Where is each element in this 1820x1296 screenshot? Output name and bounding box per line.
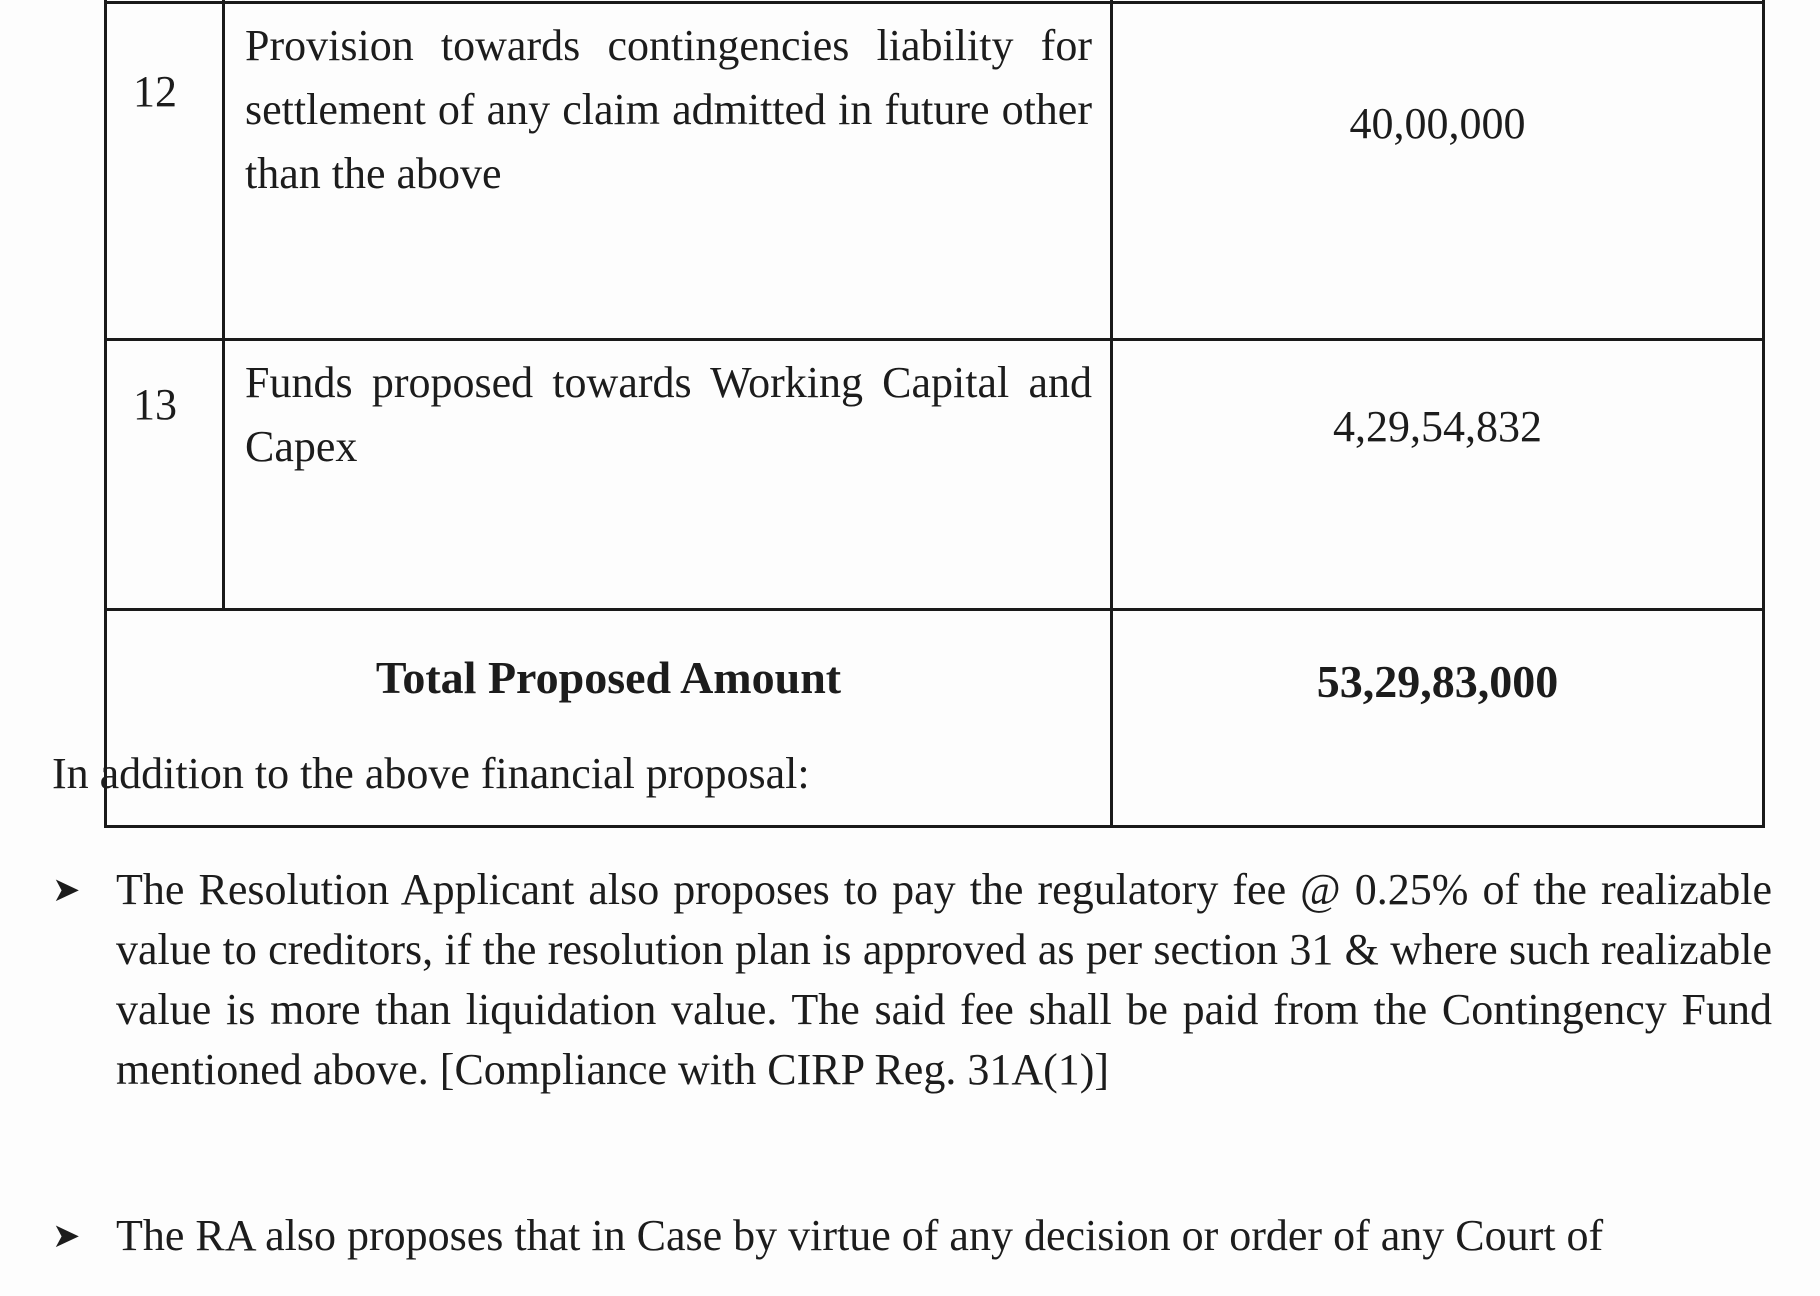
description-cell: Provision towards contingencies liability for settlement of any claim admitted in future other than the above	[224, 3, 1112, 340]
description-cell: Funds proposed towards Working Capital and Capex	[224, 340, 1112, 610]
amount-cell: 4,29,54,832	[1112, 340, 1764, 610]
arrow-bullet-icon: ➤	[52, 870, 81, 910]
total-amount: 53,29,83,000	[1112, 610, 1764, 827]
bullet-item	[52, 1206, 1772, 1266]
bullet-item	[52, 860, 1772, 1100]
amount-cell: 40,00,000	[1112, 3, 1764, 340]
financial-proposal-table	[104, 0, 1765, 828]
serial-number-cell: 13	[106, 340, 224, 610]
bullet-text: The Resolution Applicant also proposes to pay the regulatory fee @ 0.25% of the realizable value to creditors, if the resolution plan is approved as per section 31 & where such realizable value is more than liquidation value. The said fee shall be paid from the Contingency Fund mentioned above. [Compliance with CIRP Reg. 31A(1)]	[116, 865, 1772, 1094]
total-label: Total Proposed Amount	[106, 610, 1112, 827]
intro-paragraph: In addition to the above financial proposal:	[52, 749, 810, 798]
arrow-bullet-icon: ➤	[52, 1216, 81, 1256]
bullet-text: The RA also proposes that in Case by virtue of any decision or order of any Court of	[116, 1211, 1604, 1260]
table-row	[106, 340, 1764, 610]
table-row	[106, 3, 1764, 340]
serial-number-cell: 12	[106, 3, 224, 340]
